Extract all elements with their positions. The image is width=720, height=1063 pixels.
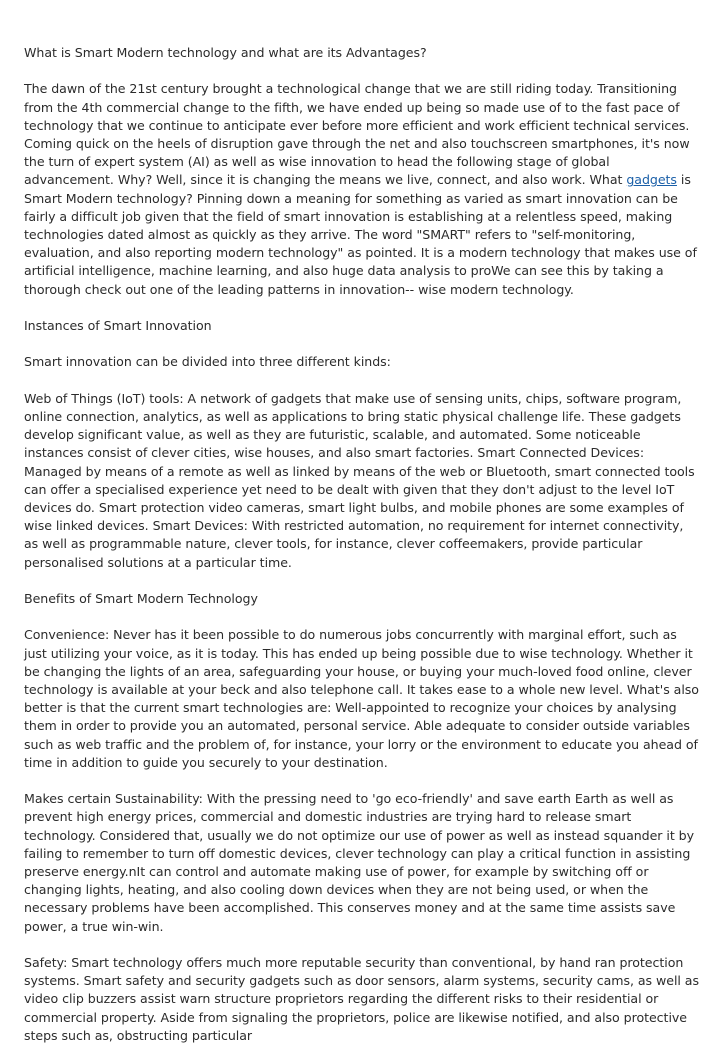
gadgets-link[interactable]: gadgets — [626, 172, 677, 188]
instances-heading: Instances of Smart Innovation — [24, 318, 212, 334]
sustainability-paragraph: Makes certain Sustainability: With the pressing need to 'go eco-friendly' and save earth Earth as well as prevent high energy prices, commercial and domestic industries are trying hard to release smart technology. Considered that, usually we do not optimize our use of power as well as instead squander it by failing to remember to turn off domestic devices, clever technology can play a critical function in assisting preserve energy.nIt can control and automate making use of power, for example by switching off or changing lights, heating, and also cooling down devices when they are not being used, or when the necessary problems have been accomplished. This conserves money and at the same time assists save power, a true win-win. — [24, 791, 695, 934]
safety-paragraph: Safety: Smart technology offers much more reputable security than conventional, by hand ran protection systems. Smart safety and security gadgets such as door sensors, alarm systems, security cams, as well as video clip buzzers assist warn structure proprietors regarding the different risks to their residential or commercial property. Aside from signaling the proprietors, police are likewise notified, and also protective steps such as, obstructing particular — [24, 955, 699, 1043]
benefits-heading: Benefits of Smart Modern Technology — [24, 591, 258, 607]
article — [24, 44, 700, 1063]
intro-text-after-link: is Smart Modern technology? Pinning down a meaning for something as varied as smart innovation can be fairly a difficult job given that the field of smart innovation is establishing at a relentless speed, making technologies dated almost as quickly as they arrive. The word "SMART" refers to "self-monitoring, evaluation, and also reporting modern technology" as pointed. It is a modern technology that makes use of artificial intelligence, machine learning, and also huge data analysis to proWe can see this by taking a thorough check out one of the leading patterns in innovation-- wise modern technology. — [24, 172, 697, 297]
article-title: What is Smart Modern technology and what are its Advantages? — [24, 45, 427, 60]
instances-body-paragraph: Web of Things (IoT) tools: A network of gadgets that make use of sensing units, chips, software program, online connection, analytics, as well as applications to bring static physical challenge life. These gadgets develop significant value, as well as they are futuristic, scalable, and automated. Some noticeable instances consist of clever cities, wise houses, and also smart factories. Smart Connected Devices: Managed by means of a remote as well as linked by means of the web or Bluetooth, smart connected tools can offer a specialised experience yet need to be dealt with given that they don't adjust to the level IoT devices do. Smart protection video cameras, smart light bulbs, and mobile phones are some examples of wise linked devices. Smart Devices: With restricted automation, no requirement for internet connectivity, as well as programmable nature, clever tools, for instance, clever coffeemakers, provide particular personalised solutions at a particular time. — [24, 390, 695, 570]
convenience-paragraph: Convenience: Never has it been possible to do numerous jobs concurrently with marginal effort, such as just utilizing your voice, as it is today. This has ended up being possible due to wise technology. Whether it be changing the lights of an area, safeguarding your house, or buying your much-loved food online, clever technology is available at your beck and also telephone call. It takes ease to a whole new level. What's also better is that the current smart technologies are: Well-appointed to recognize your choices by analysing them in order to provide you an automated, personal service. Able adequate to consider outside variables such as web traffic and the problem of, for instance, your lorry or the environment to educate you ahead of time in addition to guide you securely to your destination. — [24, 627, 699, 770]
instances-intro-paragraph: Smart innovation can be divided into three different kinds: — [24, 354, 391, 370]
intro-text-before-link: The dawn of the 21st century brought a technological change that we are still riding today. Transitioning from the 4th commercial change to the fifth, we have ended up being so made use of to the fast pace of technology that we continue to anticipate ever before more efficient and work efficient technical services. Coming quick on the heels of disruption gave through the net and also touchscreen smartphones, it's now the turn of expert system (AI) as well as wise innovation to head the following stage of global advancement. Why? Well, since it is changing the means we live, connect, and also work. What — [24, 81, 690, 188]
intro-paragraph — [24, 80, 700, 298]
